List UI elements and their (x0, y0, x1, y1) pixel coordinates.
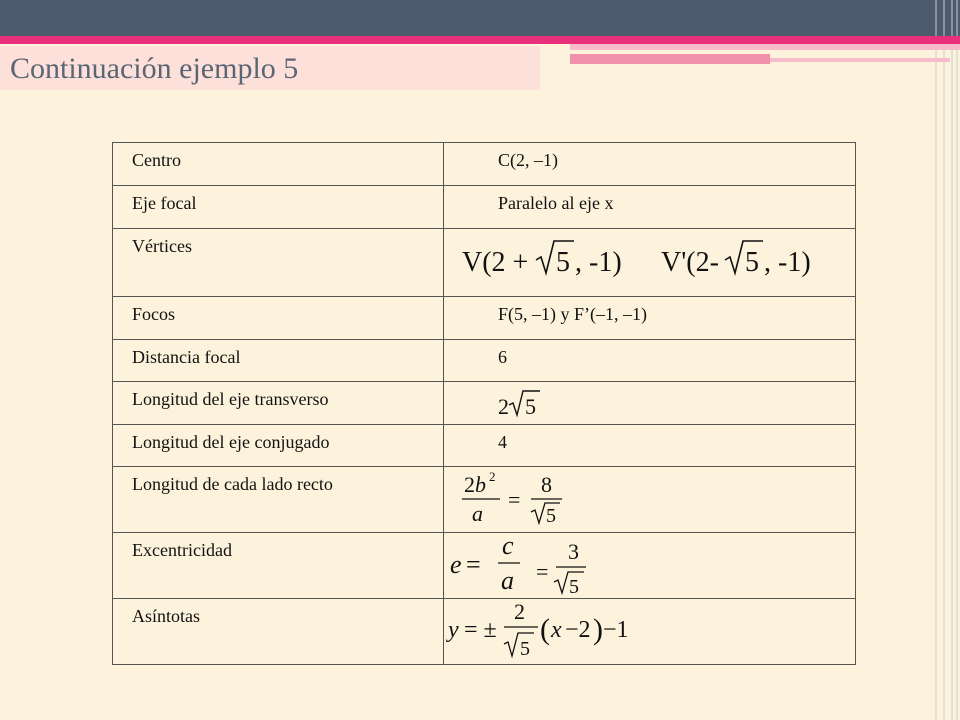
row-label: Longitud del eje conjugado (113, 425, 444, 467)
table-row (113, 599, 856, 665)
table-row (113, 229, 856, 297)
svg-text:, -1): , -1) (575, 247, 622, 278)
svg-text:): ) (593, 613, 603, 646)
svg-text:8: 8 (541, 472, 552, 497)
row-value: 4 (444, 425, 856, 467)
row-value: F(5, –1) y F’(–1, –1) (444, 297, 856, 340)
row-label: Asíntotas (113, 599, 444, 665)
accent-bar (0, 36, 960, 44)
transverse-axis-formula (444, 382, 856, 425)
svg-text:V(2 +: V(2 + (462, 247, 529, 278)
svg-text:c: c (502, 533, 514, 560)
svg-text:3: 3 (568, 539, 579, 564)
decorative-edge-lines (930, 0, 960, 720)
accent-stripe (570, 44, 960, 50)
table-row (113, 143, 856, 186)
row-label: Longitud de cada lado recto (113, 467, 444, 533)
row-label: Longitud del eje transverso (113, 382, 444, 425)
table-row (113, 340, 856, 382)
table-row (113, 467, 856, 533)
asymptotes-formula (444, 599, 856, 665)
row-value: Paralelo al eje x (444, 186, 856, 229)
row-value: 6 (444, 340, 856, 382)
svg-text:2: 2 (498, 394, 509, 419)
svg-text:y: y (448, 617, 459, 643)
svg-text:5: 5 (546, 505, 556, 527)
svg-text:V'(2-: V'(2- (661, 247, 719, 278)
table-row (113, 297, 856, 340)
row-label: Excentricidad (113, 533, 444, 599)
svg-text:5: 5 (569, 576, 579, 597)
row-label: Eje focal (113, 186, 444, 229)
top-banner (0, 0, 930, 36)
table-row (113, 425, 856, 467)
svg-text:e: e (450, 550, 462, 579)
svg-text:−1: −1 (603, 617, 629, 643)
svg-text:2: 2 (489, 469, 496, 484)
svg-text:5: 5 (520, 638, 530, 660)
svg-text:2b: 2b (464, 472, 486, 497)
svg-text:=: = (536, 559, 549, 584)
svg-text:−2: −2 (565, 617, 591, 643)
svg-text:(: ( (540, 613, 550, 646)
row-value: C(2, –1) (444, 143, 856, 186)
svg-text:5: 5 (745, 247, 759, 278)
svg-text:x: x (551, 617, 562, 643)
latus-rectum-formula (444, 467, 856, 533)
svg-text:5: 5 (556, 247, 570, 278)
row-label: Centro (113, 143, 444, 186)
properties-table (112, 142, 856, 665)
svg-text:=: = (508, 487, 521, 512)
svg-text:=: = (466, 550, 481, 579)
svg-text:2: 2 (514, 599, 525, 624)
svg-text:= ±: = ± (464, 617, 497, 643)
vertices-formula (444, 229, 856, 297)
svg-text:, -1): , -1) (764, 247, 811, 278)
accent-stripe (570, 54, 770, 64)
svg-text:a: a (472, 501, 483, 526)
eccentricity-formula (444, 533, 856, 599)
accent-stripe (770, 58, 950, 62)
table-row (113, 382, 856, 425)
svg-text:a: a (501, 566, 514, 595)
table-row (113, 533, 856, 599)
svg-text:5: 5 (525, 394, 536, 419)
slide-title: Continuación ejemplo 5 (0, 46, 540, 90)
row-label: Distancia focal (113, 340, 444, 382)
table-row (113, 186, 856, 229)
row-label: Focos (113, 297, 444, 340)
row-label: Vértices (113, 229, 444, 297)
